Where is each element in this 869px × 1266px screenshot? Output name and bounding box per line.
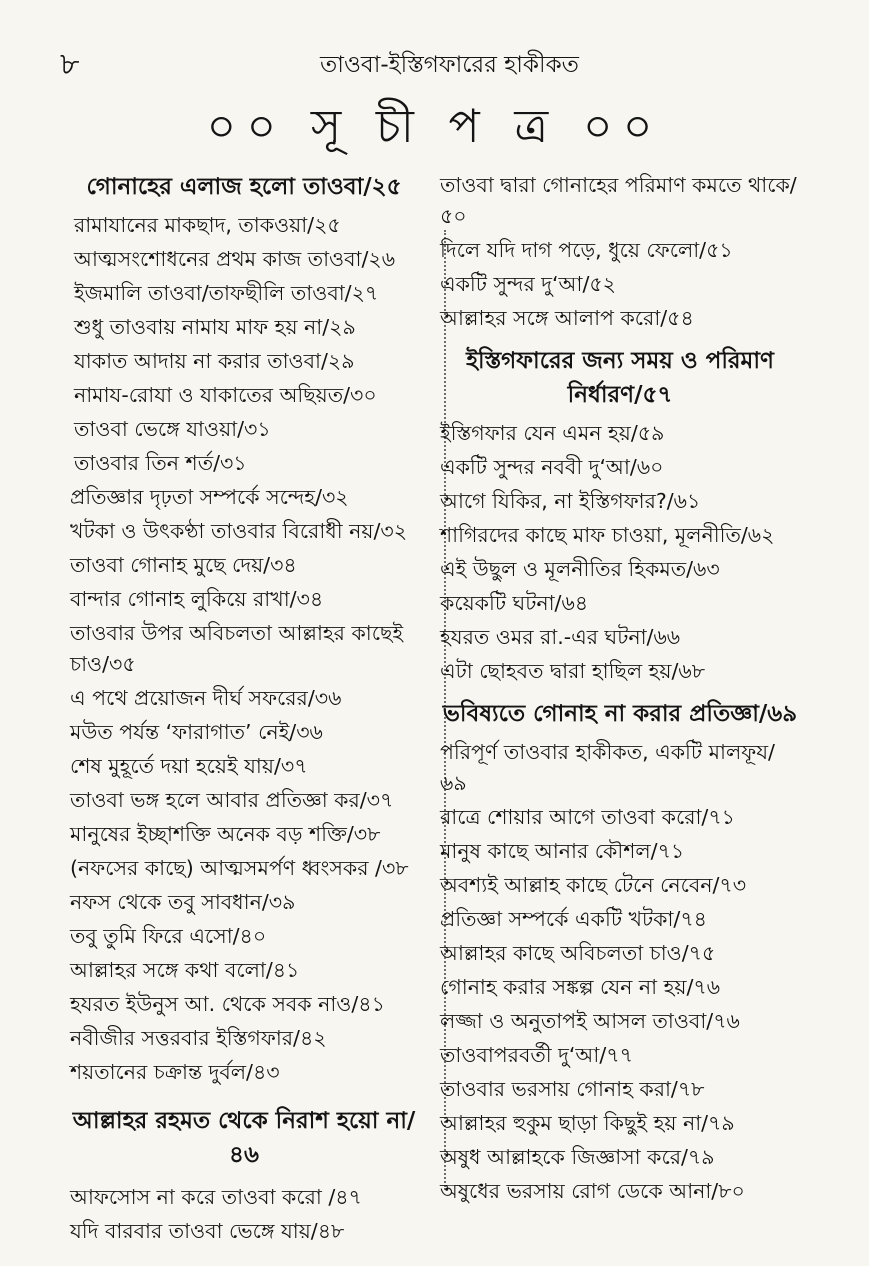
toc-entry: নবীজীর সত্তরবার ইস্তিগফার/৪২ bbox=[70, 1026, 327, 1050]
toc-entry: একটি সুন্দর দু‘আ/৫২ bbox=[440, 272, 617, 296]
toc-entry: মানুষ কাছে আনার কৌশল/৭১ bbox=[440, 839, 685, 863]
toc-entry: তাওবা ভেঙ্গে যাওয়া/৩১ bbox=[74, 417, 271, 441]
toc-entry: প্রতিজ্ঞার দৃঢ়তা সম্পর্কে সন্দেহ/৩২ bbox=[70, 485, 349, 509]
toc-entry: তাওবার তিন শর্ত/৩১ bbox=[74, 451, 247, 475]
toc-entry: খটকা ও উৎকণ্ঠা তাওবার বিরোধী নয়/৩২ bbox=[70, 519, 408, 543]
toc-entry: আল্লাহর হুকুম ছাড়া কিছুই হয় না/৭৯ bbox=[440, 1111, 735, 1135]
toc-entry: একটি সুন্দর নববী দু‘আ/৬০ bbox=[440, 455, 664, 479]
toc-entry: আফসোস না করে তাওবা করো /৪৭ bbox=[70, 1185, 362, 1209]
toc-entry: হযরত ইউনুস আ. থেকে সবক নাও/৪১ bbox=[70, 992, 385, 1016]
toc-entry-list bbox=[64, 210, 424, 1088]
toc-entry: হযরত ওমর রা.-এর ঘটনা/৬৬ bbox=[440, 625, 681, 649]
toc-entry-list bbox=[440, 170, 800, 334]
toc-left-column bbox=[64, 170, 424, 1250]
toc-entry: আল্লাহর সঙ্গে কথা বলো/৪১ bbox=[70, 958, 300, 982]
toc-entry: এটা ছোহবত দ্বারা হাছিল হয়/৬৮ bbox=[440, 659, 706, 683]
page-title: ০০ সূ চী প ত্র ০০ bbox=[206, 99, 663, 153]
section-heading: ভবিষ্যতে গোনাহ না করার প্রতিজ্ঞা/৬৯ bbox=[442, 701, 798, 727]
toc-entry: শেষ মুহূর্তে দয়া হয়েই যায়/৩৭ bbox=[70, 754, 308, 778]
toc-entry: অবশ্যই আল্লাহ কাছে টেনে নেবেন/৭৩ bbox=[440, 873, 747, 897]
toc-entry: যদি বারবার তাওবা ভেঙ্গে যায়/৪৮ bbox=[70, 1219, 345, 1243]
toc-entry: অষুধ আল্লাহকে জিজ্ঞাসা করে/৭৯ bbox=[440, 1145, 715, 1169]
toc-entry: গোনাহ করার সঙ্কল্প যেন না হয়/৭৬ bbox=[440, 975, 721, 999]
toc-entry: ইস্তিগফার যেন এমন হয়/৫৯ bbox=[440, 421, 665, 445]
toc-entry: তাওবা গোনাহ মুছে দেয়/৩৪ bbox=[70, 553, 297, 577]
toc-entry: রাত্রে শোয়ার আগে তাওবা করো/৭১ bbox=[440, 805, 735, 829]
toc-entry: আত্মসংশোধনের প্রথম কাজ তাওবা/২৬ bbox=[74, 247, 396, 271]
toc-entry: আল্লাহর সঙ্গে আলাপ করো/৫৪ bbox=[440, 306, 694, 330]
toc-entry: আগে যিকির, না ইস্তিগফার?/৬১ bbox=[440, 489, 701, 513]
toc-entry: তাওবাপরবর্তী দু‘আ/৭৭ bbox=[440, 1043, 633, 1067]
toc-entry: এই উছুল ও মূলনীতির হিকমত/৬৩ bbox=[440, 557, 720, 581]
running-head: তাওবা-ইস্তিগফারের হাকীকত bbox=[320, 52, 579, 78]
toc-entry: নামায-রোযা ও যাকাতের অছিয়ত/৩০ bbox=[74, 383, 377, 407]
toc-entry: দিলে যদি দাগ পড়ে, ধুয়ে ফেলো/৫১ bbox=[440, 238, 733, 262]
toc-entry: পরিপূর্ণ তাওবার হাকীকত, একটি মালফূয/৬৯ bbox=[440, 740, 775, 795]
toc-entry: তবু তুমি ফিরে এসো/৪০ bbox=[70, 924, 267, 948]
toc-entry: তাওবার ভরসায় গোনাহ করা/৭৮ bbox=[440, 1077, 705, 1101]
toc-entry-list bbox=[64, 1182, 424, 1247]
section-heading: ইস্তিগফারের জন্য সময় ও পরিমাণ নির্ধারণ/৫৭ bbox=[466, 348, 774, 408]
toc-entry: অষুধের ভরসায় রোগ ডেকে আনা/৮০ bbox=[440, 1179, 745, 1203]
toc-entry: তাওবা ভঙ্গ হলে আবার প্রতিজ্ঞা কর/৩৭ bbox=[70, 788, 394, 812]
toc-entry: রামাযানের মাকছাদ, তাকওয়া/২৫ bbox=[74, 213, 341, 237]
toc-entry: নফস থেকে তবু সাবধান/৩৯ bbox=[70, 890, 296, 914]
toc-entry-list bbox=[440, 737, 800, 1207]
toc-entry: লজ্জা ও অনুতাপই আসল তাওবা/৭৬ bbox=[440, 1009, 740, 1033]
section-heading: গোনাহের এলাজ হলো তাওবা/২৫ bbox=[86, 174, 402, 200]
toc-entry: যাকাত আদায় না করার তাওবা/২৯ bbox=[74, 349, 355, 373]
toc-right-column bbox=[440, 170, 800, 1210]
toc-entry: ইজমালি তাওবা/তাফছীলি তাওবা/২৭ bbox=[74, 281, 379, 305]
toc-entry: শুধু তাওবায় নামায মাফ হয় না/২৯ bbox=[74, 315, 356, 339]
toc-entry: তাওবা দ্বারা গোনাহের পরিমাণ কমতে থাকে/৫০ bbox=[440, 173, 797, 228]
toc-entry: আল্লাহর কাছে অবিচলতা চাও/৭৫ bbox=[440, 941, 716, 965]
toc-entry: মউত পর্যন্ত ‘ফারাগাত’ নেই/৩৬ bbox=[70, 720, 323, 744]
toc-entry: তাওবার উপর অবিচলতা আল্লাহর কাছেই চাও/৩৫ bbox=[70, 621, 404, 676]
toc-entry: শয়তানের চক্রান্ত দুর্বল/৪৩ bbox=[70, 1060, 280, 1084]
toc-entry: শাগিরদের কাছে মাফ চাওয়া, মূলনীতি/৬২ bbox=[440, 523, 775, 547]
toc-entry: প্রতিজ্ঞা সম্পর্কে একটি খটকা/৭৪ bbox=[440, 907, 707, 931]
section-heading: আল্লাহর রহমত থেকে নিরাশ হয়ো না/৪৬ bbox=[72, 1108, 416, 1168]
toc-entry: মানুষের ইচ্ছাশক্তি অনেক বড় শক্তি/৩৮ bbox=[70, 822, 381, 846]
toc-entry: এ পথে প্রয়োজন দীর্ঘ সফরের/৩৬ bbox=[70, 686, 342, 710]
page-number: ৮ bbox=[60, 47, 80, 82]
toc-entry: (নফসের কাছে) আত্মসমর্পণ ধ্বংসকর /৩৮ bbox=[70, 856, 409, 880]
toc-entry: বান্দার গোনাহ লুকিয়ে রাখা/৩৪ bbox=[70, 587, 324, 611]
toc-entry-list bbox=[440, 418, 800, 687]
toc-entry: কয়েকটি ঘটনা/৬৪ bbox=[440, 591, 589, 615]
